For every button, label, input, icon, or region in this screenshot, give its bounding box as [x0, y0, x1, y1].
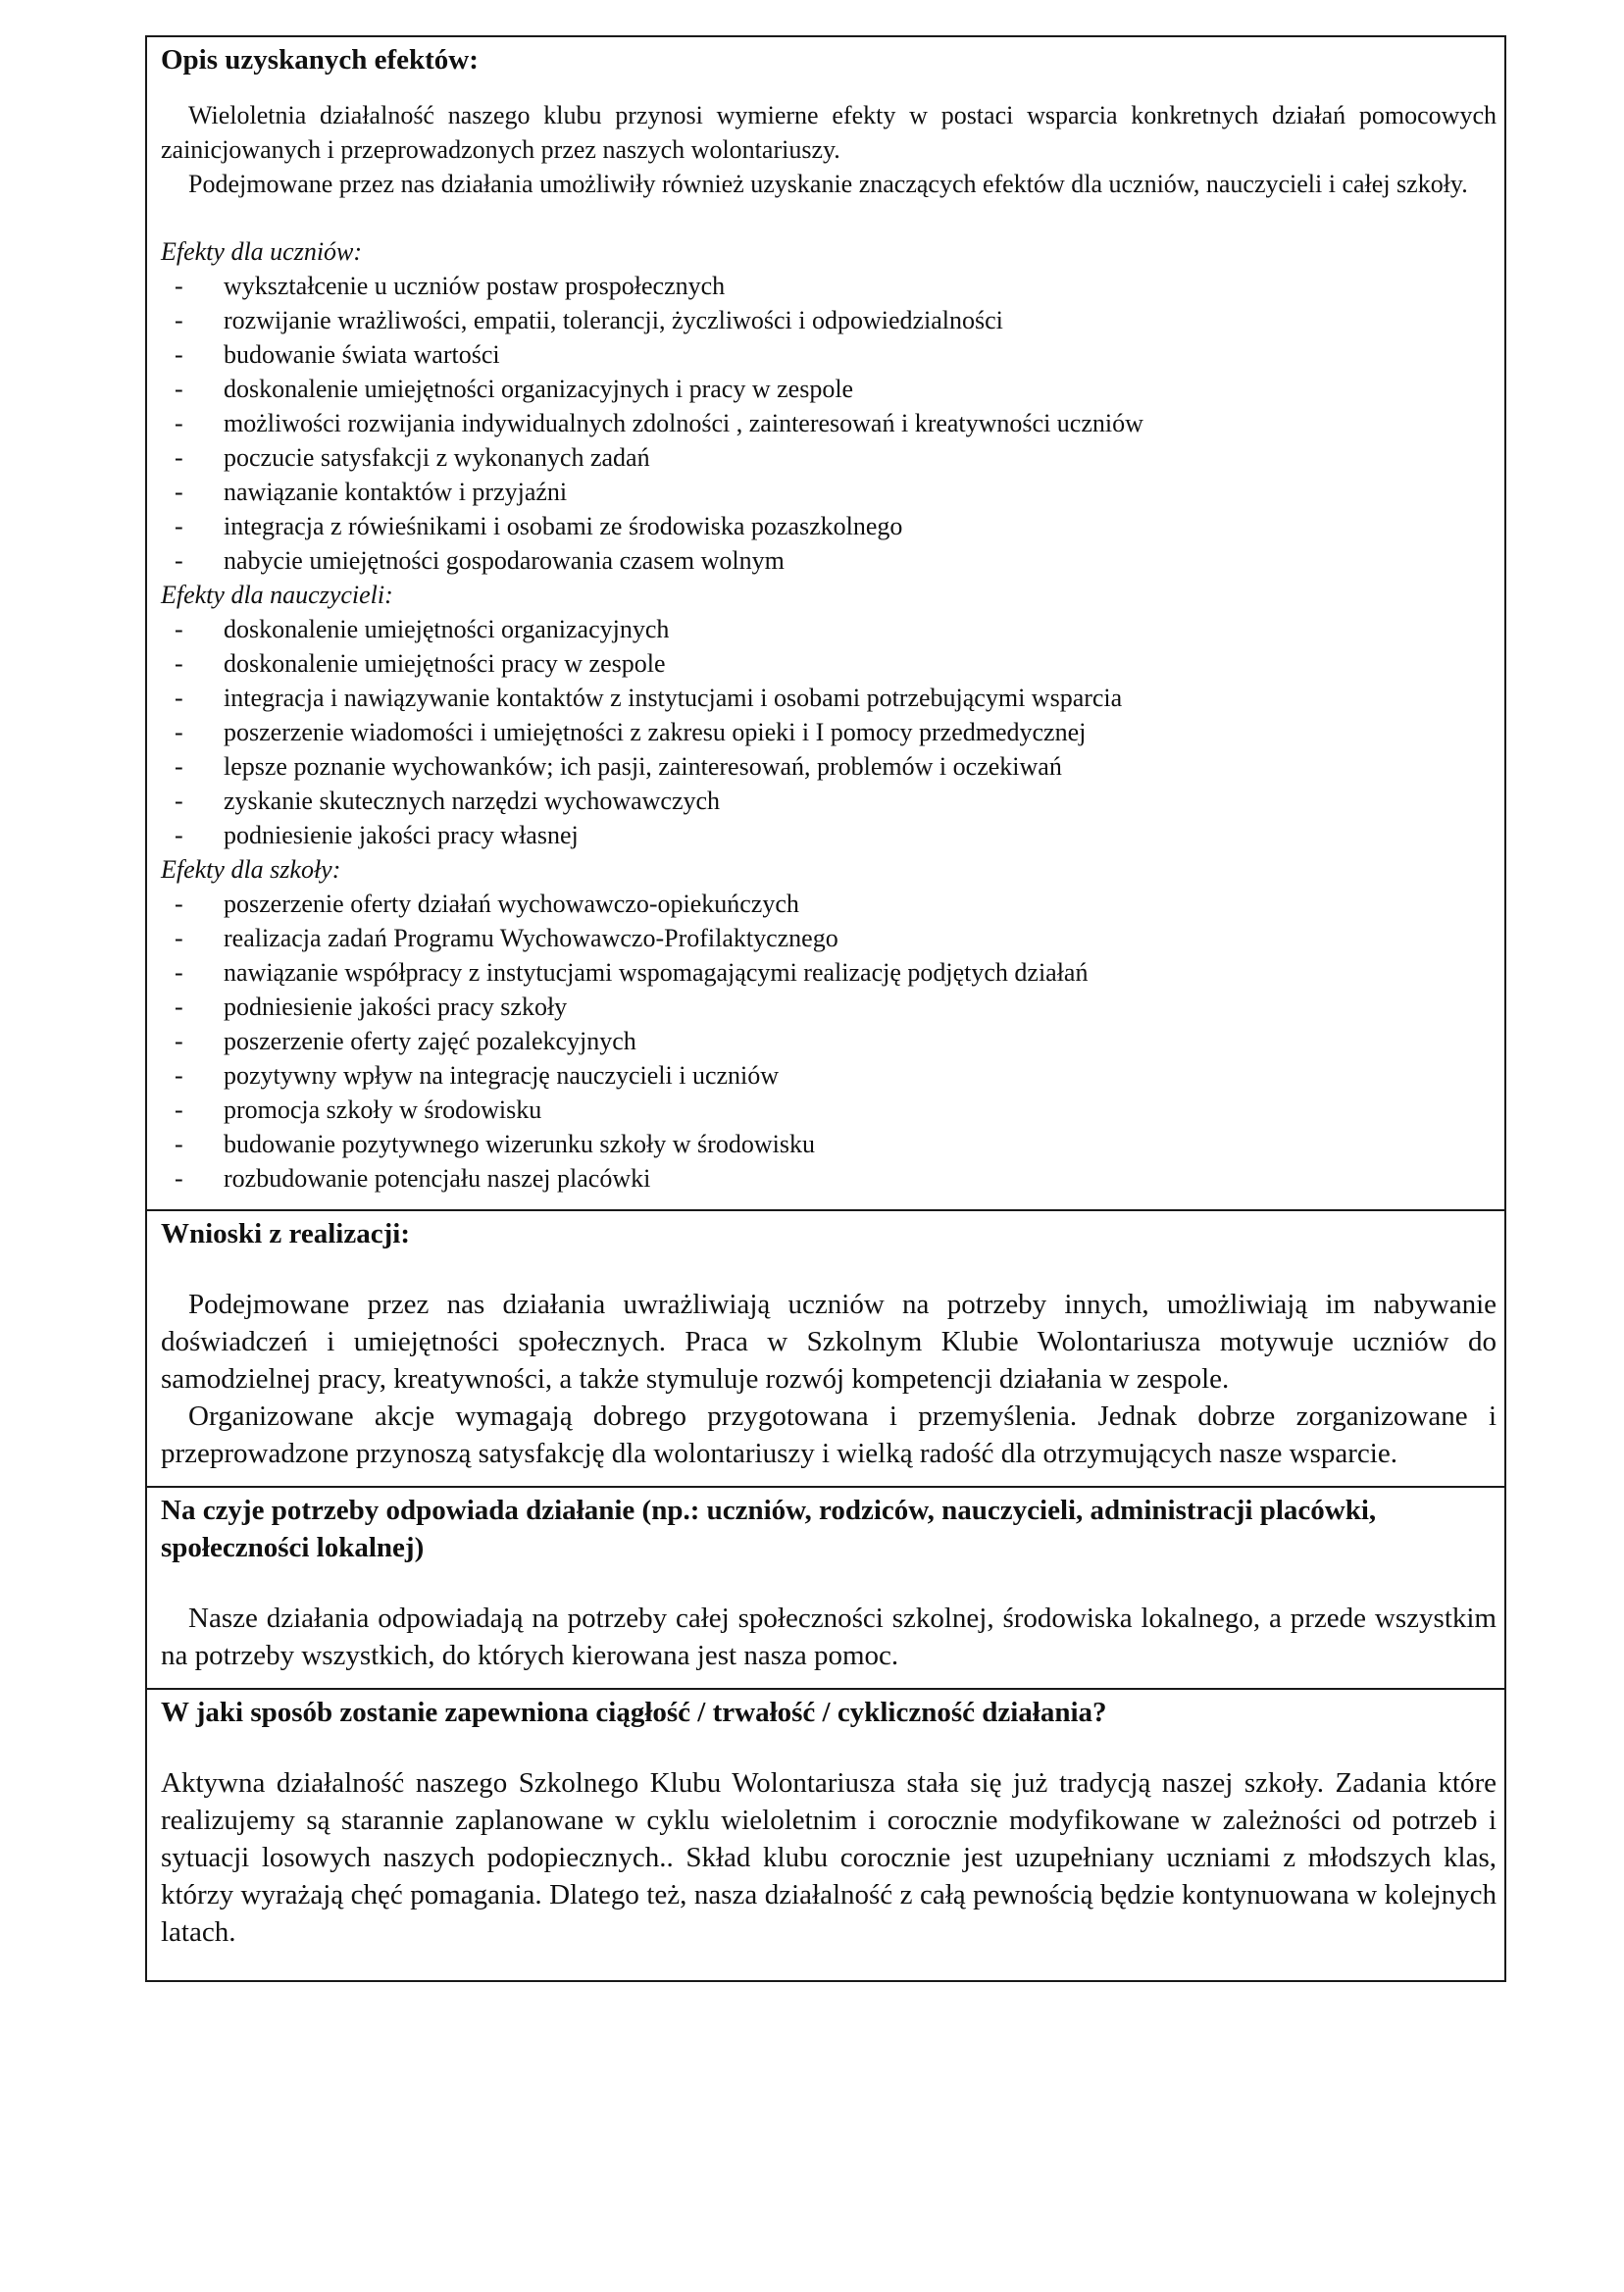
list-item: - doskonalenie umiejętności pracy w zespole	[175, 649, 666, 678]
section-effects	[147, 37, 1504, 1209]
section-needs	[147, 1486, 1504, 1688]
list-item: - nawiązanie współpracy z instytucjami wspomagającymi realizację podjętych działań	[175, 958, 1089, 987]
list-item: - doskonalenie umiejętności organizacyjnych i pracy w zespole	[175, 375, 854, 403]
group-title-teachers: Efekty dla nauczycieli:	[161, 581, 393, 609]
list-item: - podniesienie jakości pracy szkoły	[175, 993, 568, 1021]
list-item: - poszerzenie oferty działań wychowawczo-opiekuńczych	[175, 890, 799, 918]
list-item: - budowanie pozytywnego wizerunku szkoły w środowisku	[175, 1130, 815, 1158]
group-title-school: Efekty dla szkoły:	[161, 855, 341, 884]
list-item: - nabycie umiejętności gospodarowania czasem wolnym	[175, 546, 785, 575]
list-item: - budowanie świata wartości	[175, 340, 500, 369]
effects-intro-paragraph-2: Podejmowane przez nas działania umożliwiły również uzyskanie znaczących efektów dla uczniów, nauczycieli i całej szkoły.	[188, 170, 1468, 198]
teachers-effects-list	[161, 612, 1497, 852]
list-item: - nawiązanie kontaktów i przyjaźni	[175, 478, 568, 506]
list-item: - doskonalenie umiejętności organizacyjnych	[175, 615, 670, 643]
list-item: - poszerzenie wiadomości i umiejętności z zakresu opieki i I pomocy przedmedycznej	[175, 718, 1087, 746]
conclusions-paragraph-1: Podejmowane przez nas działania uwrażliwiają uczniów na potrzeby innych, umożliwiają im nabywanie doświadczeń i umiejętności społecznych. Praca w Szkolnym Klubie Wolontariusza motywuje uczniów do samodzielnej pracy, kreatywności, a także stymuluje rozwój kompetencji działania w zespole.	[161, 1289, 1497, 1395]
continuity-paragraph: Aktywna działalność naszego Szkolnego Klubu Wolontariusza stała się już tradycją naszej szkoły. Zadania które realizujemy są starannie zaplanowane w cyklu wieloletnim i corocznie modyfikowane w zależności od potrzeb i sytuacji losowych naszych podopiecznych.. Skład klubu corocznie jest uzupełniany uczniami z młodszych klas, którzy wyrażają chęć pomagania. Dlatego też, nasza działalność z całą pewnością będzie kontynuowana w kolejnych latach.	[161, 1767, 1497, 1948]
list-item: - wykształcenie u uczniów postaw prospołecznych	[175, 272, 726, 300]
list-item: - poszerzenie oferty zajęć pozalekcyjnych	[175, 1027, 636, 1055]
section-heading-effects: Opis uzyskanych efektów:	[161, 44, 479, 76]
list-item: - realizacja zadań Programu Wychowawczo-Profilaktycznego	[175, 924, 838, 952]
section-heading-continuity: W jaki sposób zostanie zapewniona ciągłość / trwałość / cykliczność działania?	[161, 1697, 1107, 1728]
list-item: - integracja z rówieśnikami i osobami ze środowiska pozaszkolnego	[175, 512, 903, 540]
section-heading-needs: Na czyje potrzeby odpowiada działanie (np.: uczniów, rodziców, nauczycieli, administracji placówki, społeczności lokalnej)	[161, 1495, 1377, 1563]
list-item: - lepsze poznanie wychowanków; ich pasji, zainteresowań, problemów i oczekiwań	[175, 752, 1062, 781]
list-item: - możliwości rozwijania indywidualnych zdolności , zainteresowań i kreatywności uczniów	[175, 409, 1143, 437]
section-heading-conclusions: Wnioski z realizacji:	[161, 1218, 410, 1249]
school-effects-list	[161, 887, 1497, 1196]
section-continuity	[147, 1688, 1504, 1980]
list-item: - podniesienie jakości pracy własnej	[175, 821, 579, 849]
list-item: - poczucie satysfakcji z wykonanych zadań	[175, 443, 650, 472]
list-item: - rozwijanie wrażliwości, empatii, tolerancji, życzliwości i odpowiedzialności	[175, 306, 1003, 334]
form-table	[145, 35, 1506, 1982]
conclusions-paragraph-2: Organizowane akcje wymagają dobrego przygotowana i przemyślenia. Jednak dobrze zorganizowane i przeprowadzone przynoszą satysfakcję dla wolontariuszy i wielką radość dla otrzymujących nasze wsparcie.	[161, 1401, 1497, 1469]
list-item: - zyskanie skutecznych narzędzi wychowawczych	[175, 787, 721, 815]
students-effects-list	[161, 269, 1497, 578]
group-title-students: Efekty dla uczniów:	[161, 237, 363, 266]
needs-paragraph: Nasze działania odpowiadają na potrzeby całej społeczności szkolnej, środowiska lokalnego, a przede wszystkim na potrzeby wszystkich, do których kierowana jest nasza pomoc.	[161, 1603, 1497, 1671]
list-item: - pozytywny wpływ na integrację nauczycieli i uczniów	[175, 1061, 780, 1090]
list-item: - integracja i nawiązywanie kontaktów z instytucjami i osobami potrzebującymi wsparcia	[175, 684, 1123, 712]
effects-intro-paragraph-1: Wieloletnia działalność naszego klubu przynosi wymierne efekty w postaci wsparcia konkretnych działań pomocowych zainicjowanych i przeprowadzonych przez naszych wolontariuszy.	[161, 101, 1497, 164]
section-conclusions	[147, 1209, 1504, 1486]
list-item: - promocja szkoły w środowisku	[175, 1095, 542, 1124]
list-item: - rozbudowanie potencjału naszej placówki	[175, 1164, 651, 1193]
